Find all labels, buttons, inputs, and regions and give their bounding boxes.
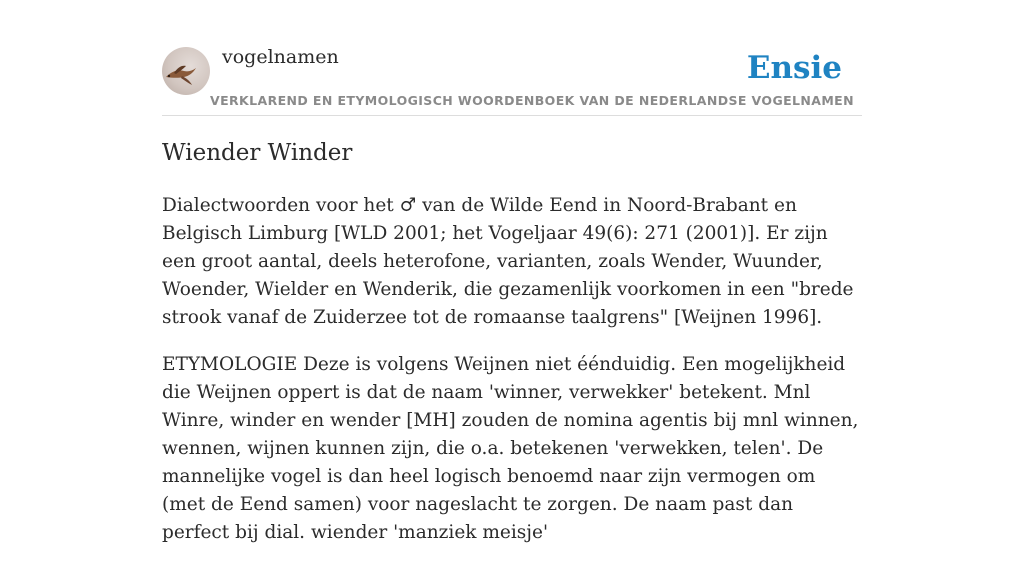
page-title: Wiender Winder bbox=[162, 140, 353, 166]
header-divider bbox=[162, 115, 862, 116]
article-body bbox=[162, 192, 862, 566]
paragraph-definition: Dialectwoorden voor het ♂ van de Wilde Eend in Noord-Brabant en Belgisch Limburg [WLD 2001; het Vogeljaar 49(6): 271 (2001)]. Er zijn een groot aantal, deels heterofone, varianten, zoals Wender, Wuunder, Woender, Wielder en Wenderik, die gezamenlijk voorkomen in een "brede strook vanaf de Zuiderzee tot de romaanse taalgrens" [Weijnen 1996]. bbox=[162, 195, 854, 328]
dictionary-subtitle: VERKLAREND EN ETYMOLOGISCH WOORDENBOEK VAN DE NEDERLANDSE VOGELNAMEN bbox=[210, 93, 854, 108]
avatar[interactable] bbox=[162, 47, 210, 95]
blog-name-link[interactable]: vogelnamen bbox=[222, 46, 339, 68]
paragraph-etymology: ETYMOLOGIE Deze is volgens Weijnen niet éénduidig. Een mogelijkheid die Weijnen oppert is dat de naam 'winner, verwekker' betekent. Mnl Winre, winder en wender [MH] zouden de nomina agentis bij mnl winnen, wennen, wijnen kunnen zijn, die o.a. betekenen 'verwekken, telen'. De mannelijke vogel is dan heel logisch benoemd naar zijn vermogen om (met de Eend samen) voor nageslacht te zorgen. De naam past dan perfect bij dial. wiender 'manziek meisje' bbox=[162, 354, 859, 543]
ensie-logo-link[interactable]: Ensie bbox=[746, 50, 842, 86]
bird-photo-icon bbox=[162, 47, 210, 95]
